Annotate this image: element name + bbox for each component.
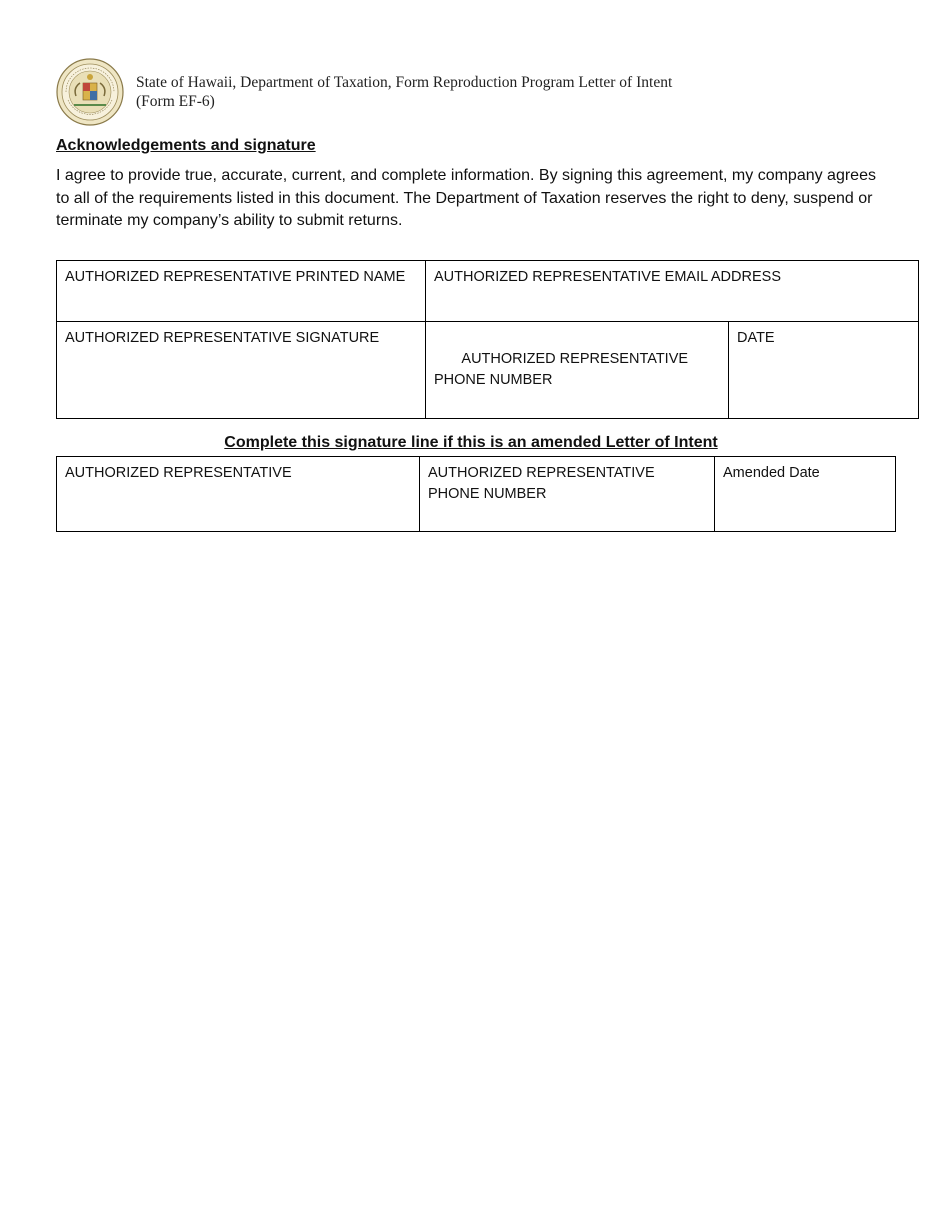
amended-representative-field[interactable]: [57, 457, 420, 532]
amended-representative-label: AUTHORIZED REPRESENTATIVE: [65, 465, 292, 481]
email-address-field[interactable]: [426, 261, 919, 322]
form-title: State of Hawaii, Department of Taxation, Form Reproduction Program Letter of Intent: [136, 74, 673, 91]
state-seal-icon: [56, 58, 124, 126]
date-label: DATE: [737, 330, 775, 346]
amended-heading: Complete this signature line if this is an amended Letter of Intent: [224, 434, 718, 451]
amended-phone-number-label: AUTHORIZED REPRESENTATIVE PHONE NUMBER: [428, 465, 655, 502]
phone-number-field[interactable]: [426, 322, 729, 419]
acknowledgements-heading: Acknowledgements and signature: [56, 137, 316, 154]
document-header: [56, 58, 672, 126]
acknowledgements-paragraph: I agree to provide true, accurate, current, and complete information. By signing this agreement, my company agrees to all of the requirements listed in this document. The Department of Taxation reserves the right to deny, suspend or terminate my company’s ability to submit returns.: [56, 167, 876, 229]
form-number: (Form EF-6): [136, 93, 215, 110]
signature-table: [56, 260, 919, 419]
email-address-label: AUTHORIZED REPRESENTATIVE EMAIL ADDRESS: [434, 269, 781, 285]
printed-name-field[interactable]: [57, 261, 426, 322]
signature-field[interactable]: [57, 322, 426, 419]
phone-number-label: AUTHORIZED REPRESENTATIVE PHONE NUMBER: [434, 351, 693, 388]
amended-date-field[interactable]: [715, 457, 896, 532]
amended-signature-table: [56, 456, 896, 532]
date-field[interactable]: [729, 322, 919, 419]
amended-date-label: Amended Date: [723, 465, 820, 481]
amended-phone-number-field[interactable]: [420, 457, 715, 532]
signature-label: AUTHORIZED REPRESENTATIVE SIGNATURE: [65, 330, 380, 346]
printed-name-label: AUTHORIZED REPRESENTATIVE PRINTED NAME: [65, 269, 406, 285]
